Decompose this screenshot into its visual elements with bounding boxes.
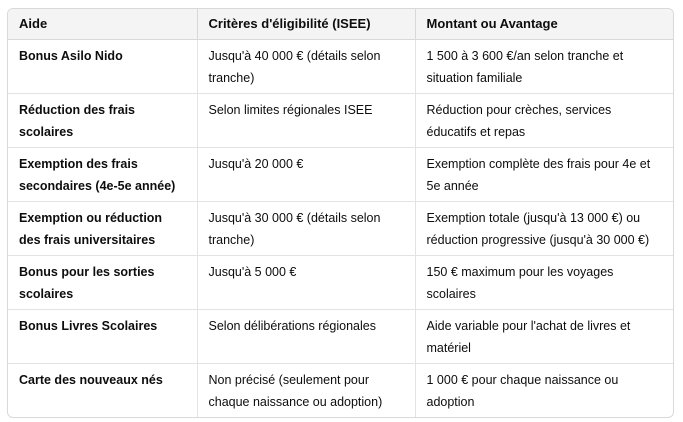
- table-row: [8, 201, 673, 255]
- table-row: [8, 363, 673, 417]
- header-row: [8, 9, 673, 39]
- cell-aide: Exemption ou réduction des frais universitaires: [8, 201, 197, 255]
- cell-aide: Carte des nouveaux nés: [8, 363, 197, 417]
- cell-criteres: Jusqu'à 30 000 € (détails selon tranche): [197, 201, 415, 255]
- table-body: [8, 39, 673, 417]
- cell-criteres: Selon délibérations régionales: [197, 309, 415, 363]
- cell-aide: Bonus Livres Scolaires: [8, 309, 197, 363]
- header-criteres: Critères d'éligibilité (ISEE): [197, 9, 415, 39]
- cell-criteres: Selon limites régionales ISEE: [197, 93, 415, 147]
- table-row: [8, 39, 673, 93]
- cell-montant: Exemption totale (jusqu'à 13 000 €) ou réduction progressive (jusqu'à 30 000 €): [415, 201, 673, 255]
- cell-criteres: Jusqu'à 40 000 € (détails selon tranche): [197, 39, 415, 93]
- table-row: [8, 93, 673, 147]
- aid-table: [8, 9, 673, 417]
- cell-criteres: Non précisé (seulement pour chaque naissance ou adoption): [197, 363, 415, 417]
- cell-montant: Aide variable pour l'achat de livres et matériel: [415, 309, 673, 363]
- cell-montant: 1 000 € pour chaque naissance ou adoption: [426, 372, 619, 409]
- cell-criteres: Jusqu'à 5 000 €: [197, 255, 415, 309]
- header-montant: Montant ou Avantage: [415, 9, 673, 39]
- cell-montant: Réduction pour crèches, services éducatifs et repas: [415, 93, 673, 147]
- table-header: [8, 9, 673, 39]
- header-aide: Aide: [8, 9, 197, 39]
- cell-montant: Exemption complète des frais pour 4e et 5e année: [415, 147, 673, 201]
- cell-montant: 150 € maximum pour les voyages scolaires: [415, 255, 673, 309]
- table-row: [8, 255, 673, 309]
- cell-montant: 1 500 à 3 600 €/an selon tranche et situation familiale: [415, 39, 673, 93]
- cell-criteres: Jusqu'à 20 000 €: [197, 147, 415, 201]
- aid-table-container: [7, 8, 674, 418]
- cell-aide: Bonus Asilo Nido: [8, 39, 197, 93]
- table-row: [8, 309, 673, 363]
- cell-aide: Exemption des frais secondaires (4e-5e année): [8, 147, 197, 201]
- table-row: [8, 147, 673, 201]
- cell-aide: Bonus pour les sorties scolaires: [8, 255, 197, 309]
- cell-aide: Réduction des frais scolaires: [8, 93, 197, 147]
